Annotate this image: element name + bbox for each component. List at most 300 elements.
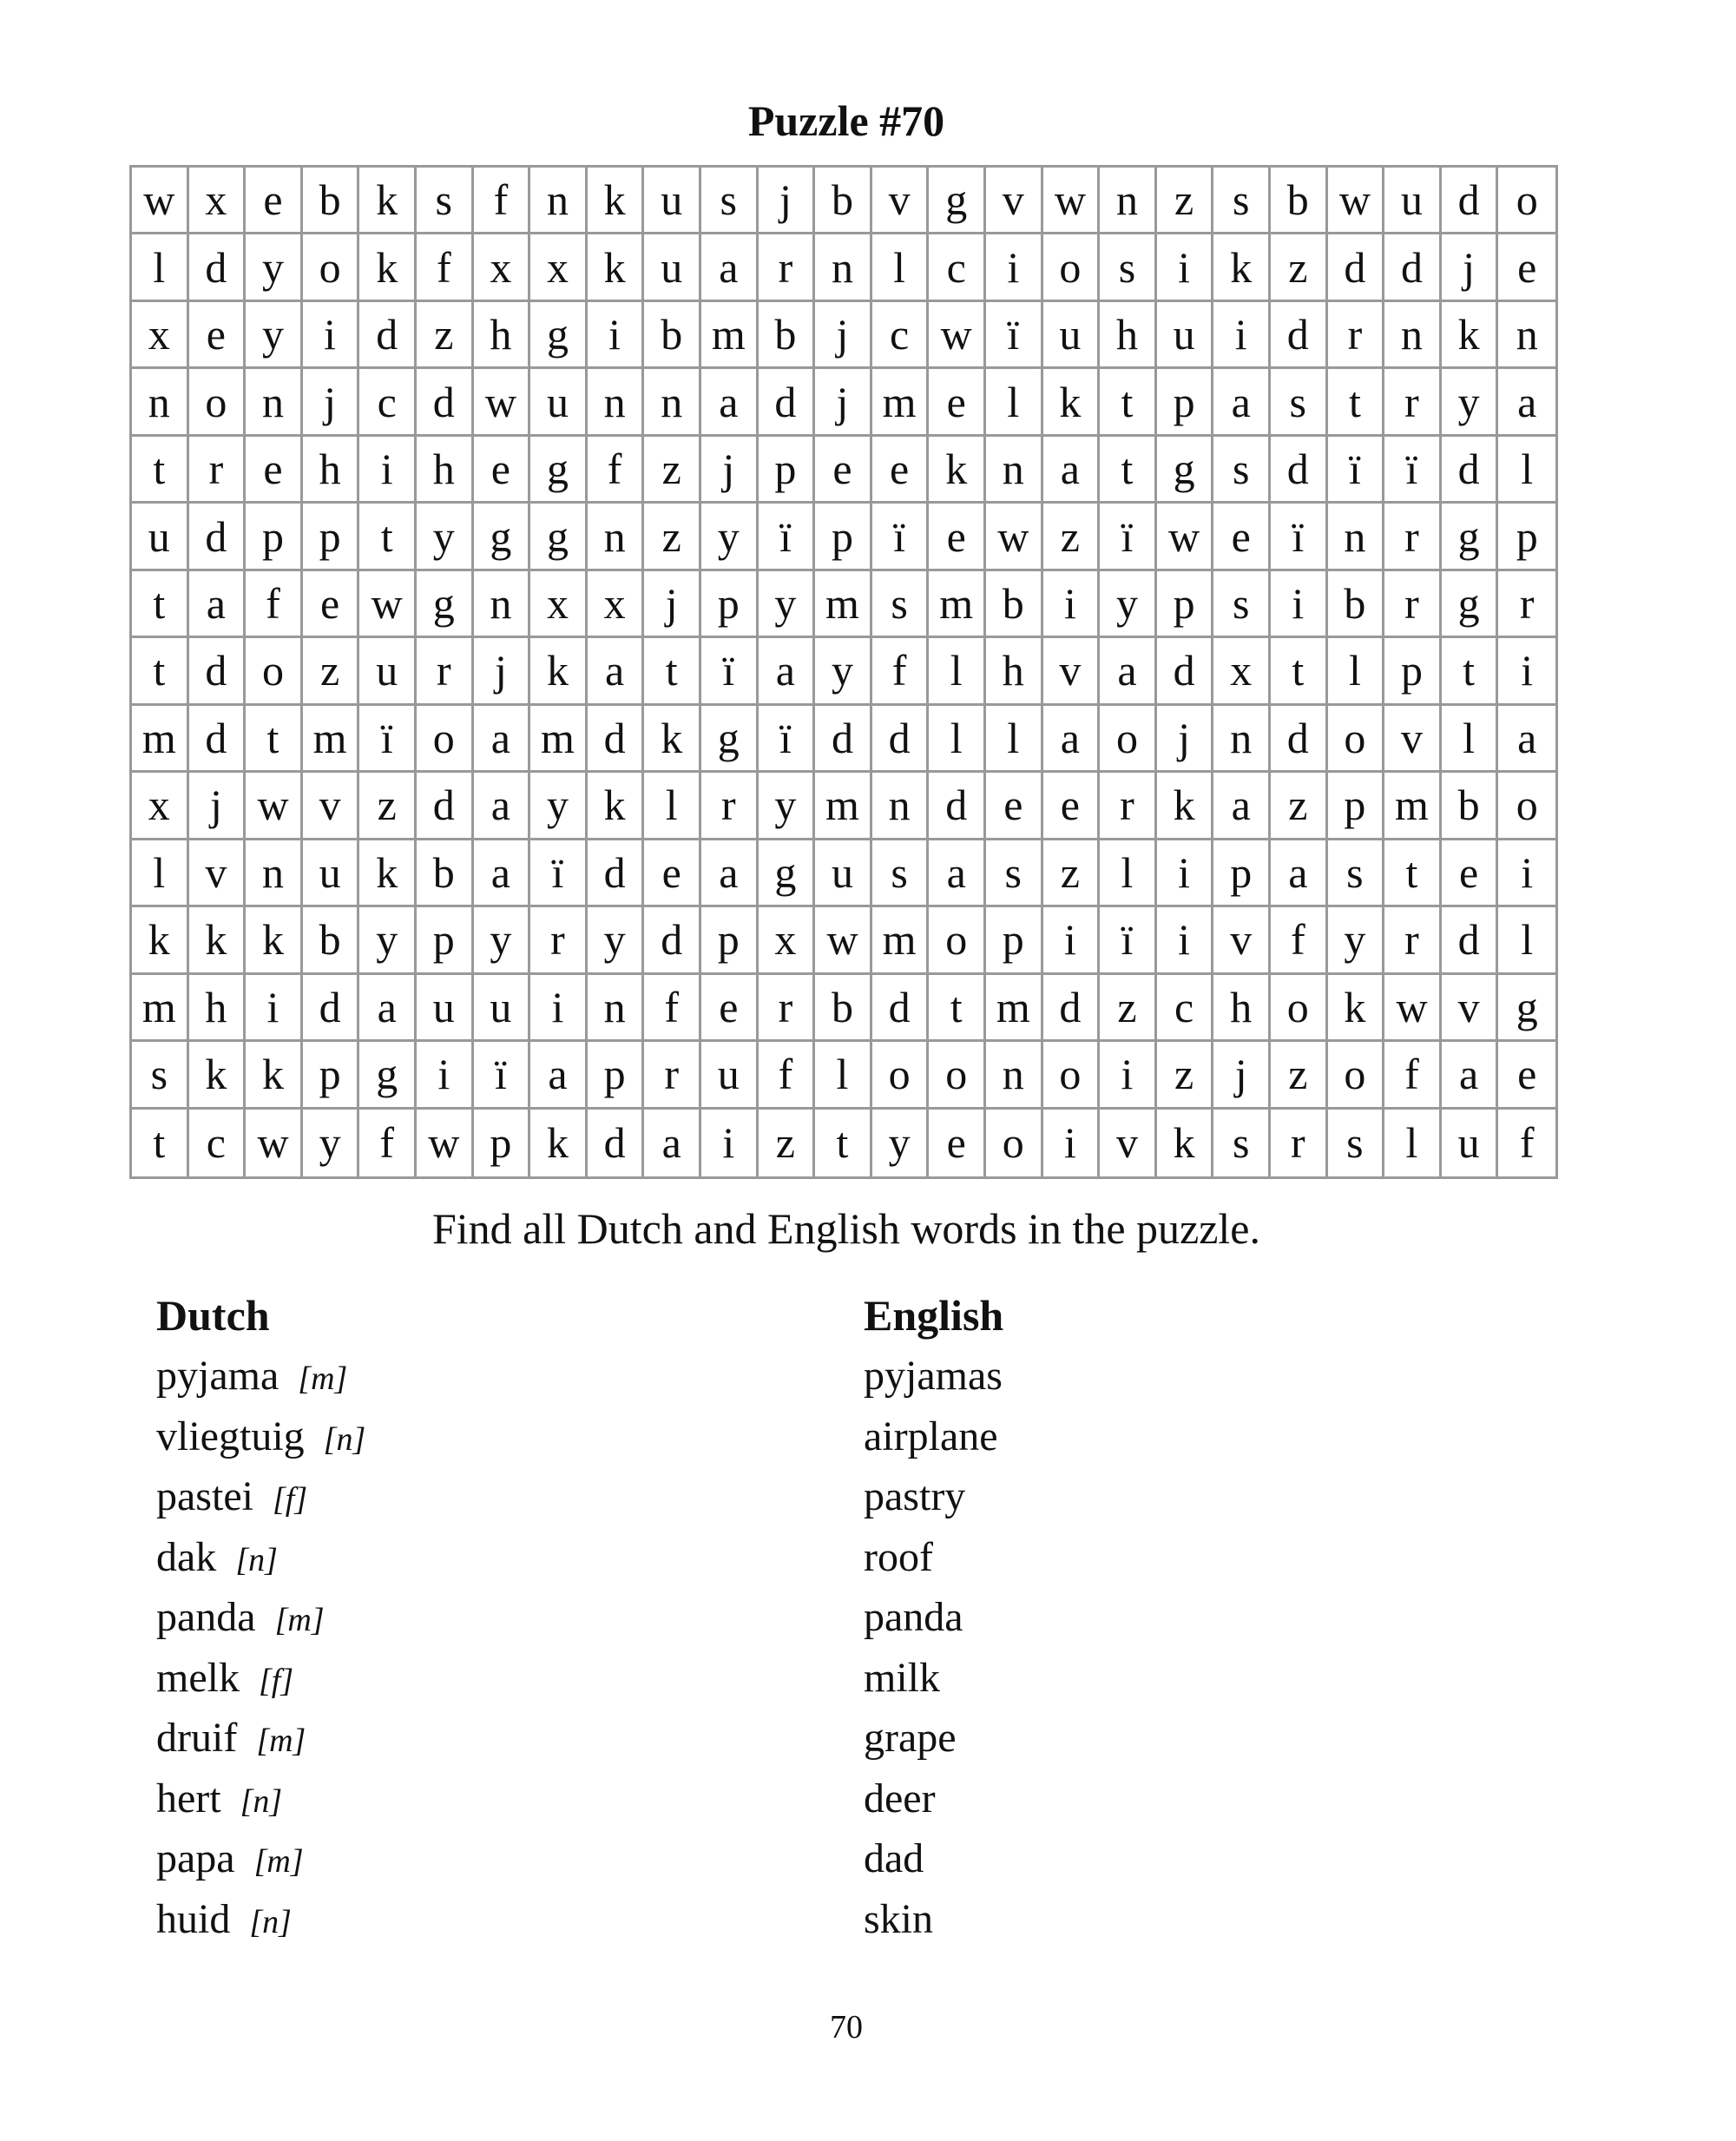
- instruction-text: Find all Dutch and English words in the puzzle.: [431, 1204, 1260, 1253]
- grid-cell: n: [588, 975, 645, 1042]
- grid-cell: m: [701, 302, 759, 369]
- grid-cell: ï: [759, 504, 816, 570]
- grid-cell: r: [1384, 571, 1442, 638]
- grid-cell: f: [417, 234, 474, 301]
- grid-cell: t: [815, 1110, 872, 1176]
- grid-cell: k: [359, 168, 417, 234]
- grid-cell: i: [701, 1110, 759, 1176]
- grid-cell: i: [1043, 907, 1101, 974]
- grid-cell: ï: [1384, 437, 1442, 504]
- grid-cell: y: [359, 907, 417, 974]
- grid-cell: p: [303, 504, 360, 570]
- grid-cell: d: [1271, 437, 1328, 504]
- grid-cell: y: [246, 234, 303, 301]
- grid-cell: ï: [474, 1042, 531, 1109]
- grid-cell: t: [359, 504, 417, 570]
- grid-cell: l: [1100, 840, 1157, 907]
- grid-cell: j: [815, 302, 872, 369]
- grid-cell: s: [1100, 234, 1157, 301]
- grid-cell: m: [872, 369, 930, 436]
- dutch-word-item: [156, 1406, 365, 1467]
- grid-cell: w: [474, 369, 531, 436]
- english-word-list: [864, 1285, 1003, 1949]
- grid-cell: d: [189, 234, 247, 301]
- grid-cell: d: [872, 706, 930, 773]
- dutch-word-item: [156, 1587, 365, 1648]
- grid-cell: f: [872, 638, 930, 705]
- grid-cell: a: [588, 638, 645, 705]
- grid-cell: p: [759, 437, 816, 504]
- gender-tag: [m]: [253, 1843, 304, 1880]
- gender-tag: [m]: [274, 1602, 325, 1638]
- english-word-item: roof: [864, 1533, 933, 1580]
- grid-cell: d: [189, 706, 247, 773]
- grid-cell: ï: [759, 706, 816, 773]
- grid-cell: h: [303, 437, 360, 504]
- grid-cell: o: [1328, 706, 1385, 773]
- gender-tag: [n]: [235, 1541, 278, 1578]
- grid-cell: w: [132, 168, 189, 234]
- grid-cell: u: [1157, 302, 1214, 369]
- grid-cell: r: [1384, 907, 1442, 974]
- grid-cell: m: [815, 571, 872, 638]
- grid-cell: a: [701, 369, 759, 436]
- grid-cell: r: [759, 234, 816, 301]
- grid-cell: a: [759, 638, 816, 705]
- grid-cell: i: [1157, 840, 1214, 907]
- grid-cell: a: [1043, 706, 1101, 773]
- grid-cell: z: [1100, 975, 1157, 1042]
- grid-cell: v: [986, 168, 1043, 234]
- grid-cell: p: [1157, 571, 1214, 638]
- grid-cell: s: [1213, 168, 1271, 234]
- grid-cell: g: [929, 168, 986, 234]
- grid-cell: b: [986, 571, 1043, 638]
- grid-cell: b: [303, 168, 360, 234]
- grid-cell: m: [132, 975, 189, 1042]
- dutch-word-item: [156, 1527, 365, 1588]
- grid-cell: m: [986, 975, 1043, 1042]
- grid-cell: ï: [530, 840, 588, 907]
- grid-cell: w: [986, 504, 1043, 570]
- grid-cell: t: [1100, 437, 1157, 504]
- grid-cell: p: [1157, 369, 1214, 436]
- grid-cell: v: [1043, 638, 1101, 705]
- grid-cell: e: [929, 1110, 986, 1176]
- dutch-word: melk: [156, 1654, 240, 1701]
- grid-cell: k: [644, 706, 701, 773]
- grid-cell: e: [246, 437, 303, 504]
- grid-cell: o: [189, 369, 247, 436]
- grid-cell: k: [929, 437, 986, 504]
- grid-cell: t: [1384, 840, 1442, 907]
- grid-cell: h: [1213, 975, 1271, 1042]
- grid-cell: a: [1271, 840, 1328, 907]
- grid-cell: g: [530, 302, 588, 369]
- grid-cell: p: [815, 504, 872, 570]
- grid-cell: r: [530, 907, 588, 974]
- grid-cell: o: [1271, 975, 1328, 1042]
- grid-cell: k: [246, 1042, 303, 1109]
- grid-cell: d: [588, 840, 645, 907]
- grid-cell: w: [246, 1110, 303, 1176]
- grid-cell: i: [1043, 1110, 1101, 1176]
- grid-cell: u: [417, 975, 474, 1042]
- grid-cell: w: [1384, 975, 1442, 1042]
- grid-cell: a: [530, 1042, 588, 1109]
- grid-cell: g: [359, 1042, 417, 1109]
- grid-cell: x: [1213, 638, 1271, 705]
- grid-cell: p: [417, 907, 474, 974]
- grid-cell: k: [530, 638, 588, 705]
- grid-cell: n: [986, 1042, 1043, 1109]
- grid-cell: e: [189, 302, 247, 369]
- grid-cell: h: [417, 437, 474, 504]
- grid-cell: d: [1384, 234, 1442, 301]
- grid-cell: u: [815, 840, 872, 907]
- grid-cell: d: [815, 706, 872, 773]
- dutch-word: huid: [156, 1895, 231, 1942]
- grid-cell: e: [929, 504, 986, 570]
- grid-cell: v: [303, 773, 360, 840]
- dutch-heading: Dutch: [156, 1291, 270, 1340]
- gender-tag: [n]: [323, 1420, 366, 1458]
- grid-cell: r: [759, 975, 816, 1042]
- grid-cell: e: [1043, 773, 1101, 840]
- grid-cell: h: [189, 975, 247, 1042]
- dutch-word-item: [156, 1889, 365, 1950]
- grid-cell: t: [929, 975, 986, 1042]
- grid-cell: ï: [986, 302, 1043, 369]
- gender-tag: [f]: [272, 1481, 308, 1518]
- gender-tag: [m]: [298, 1360, 348, 1397]
- grid-cell: p: [303, 1042, 360, 1109]
- grid-cell: n: [1498, 302, 1555, 369]
- grid-cell: k: [189, 907, 247, 974]
- grid-cell: k: [588, 773, 645, 840]
- grid-cell: w: [246, 773, 303, 840]
- grid-cell: o: [929, 1042, 986, 1109]
- grid-cell: a: [474, 773, 531, 840]
- grid-cell: f: [1384, 1042, 1442, 1109]
- grid-cell: s: [701, 168, 759, 234]
- grid-cell: o: [1498, 168, 1555, 234]
- grid-cell: a: [359, 975, 417, 1042]
- grid-cell: p: [1328, 773, 1385, 840]
- grid-cell: f: [644, 975, 701, 1042]
- english-word-item: skin: [864, 1895, 934, 1942]
- english-word-item: panda: [864, 1594, 963, 1640]
- grid-cell: z: [1271, 773, 1328, 840]
- grid-cell: a: [1100, 638, 1157, 705]
- grid-cell: e: [1498, 1042, 1555, 1109]
- grid-cell: p: [701, 907, 759, 974]
- grid-cell: m: [530, 706, 588, 773]
- grid-cell: t: [1442, 638, 1499, 705]
- grid-cell: k: [359, 840, 417, 907]
- grid-cell: p: [246, 504, 303, 570]
- grid-cell: o: [1043, 234, 1101, 301]
- dutch-word-item: [156, 1828, 365, 1889]
- grid-cell: x: [132, 302, 189, 369]
- grid-cell: h: [986, 638, 1043, 705]
- grid-cell: p: [986, 907, 1043, 974]
- grid-cell: b: [815, 975, 872, 1042]
- dutch-word: hert: [156, 1775, 221, 1821]
- grid-cell: t: [132, 437, 189, 504]
- grid-cell: b: [1442, 773, 1499, 840]
- grid-cell: w: [359, 571, 417, 638]
- grid-cell: y: [1328, 907, 1385, 974]
- grid-cell: i: [1157, 234, 1214, 301]
- grid-cell: ï: [359, 706, 417, 773]
- grid-cell: c: [359, 369, 417, 436]
- grid-cell: k: [359, 234, 417, 301]
- grid-cell: e: [1442, 840, 1499, 907]
- grid-cell: h: [1100, 302, 1157, 369]
- grid-cell: z: [1157, 168, 1214, 234]
- grid-cell: x: [189, 168, 247, 234]
- grid-cell: y: [872, 1110, 930, 1176]
- grid-cell: j: [759, 168, 816, 234]
- grid-cell: i: [246, 975, 303, 1042]
- grid-cell: i: [1498, 840, 1555, 907]
- grid-cell: d: [1043, 975, 1101, 1042]
- grid-cell: w: [1328, 168, 1385, 234]
- grid-cell: o: [246, 638, 303, 705]
- grid-cell: a: [1213, 773, 1271, 840]
- grid-cell: z: [359, 773, 417, 840]
- grid-cell: ï: [701, 638, 759, 705]
- dutch-word-item: [156, 1708, 365, 1769]
- grid-cell: o: [986, 1110, 1043, 1176]
- grid-cell: v: [1384, 706, 1442, 773]
- grid-cell: j: [644, 571, 701, 638]
- english-word-item: grape: [864, 1715, 957, 1761]
- grid-cell: u: [474, 975, 531, 1042]
- grid-cell: u: [303, 840, 360, 907]
- grid-cell: w: [815, 907, 872, 974]
- grid-cell: k: [588, 234, 645, 301]
- grid-cell: u: [644, 168, 701, 234]
- grid-cell: i: [417, 1042, 474, 1109]
- grid-cell: i: [1157, 907, 1214, 974]
- grid-cell: a: [474, 840, 531, 907]
- grid-cell: e: [815, 437, 872, 504]
- grid-cell: a: [1043, 437, 1101, 504]
- grid-cell: d: [644, 907, 701, 974]
- grid-cell: i: [359, 437, 417, 504]
- grid-cell: s: [986, 840, 1043, 907]
- grid-cell: g: [474, 504, 531, 570]
- grid-cell: d: [872, 975, 930, 1042]
- grid-cell: ï: [1328, 437, 1385, 504]
- grid-cell: n: [1100, 168, 1157, 234]
- grid-cell: e: [644, 840, 701, 907]
- grid-cell: u: [1384, 168, 1442, 234]
- grid-cell: k: [1157, 1110, 1214, 1176]
- grid-cell: m: [1384, 773, 1442, 840]
- grid-cell: j: [1442, 234, 1499, 301]
- grid-cell: c: [929, 234, 986, 301]
- grid-cell: y: [759, 773, 816, 840]
- grid-cell: d: [1271, 302, 1328, 369]
- grid-cell: n: [986, 437, 1043, 504]
- grid-cell: c: [189, 1110, 247, 1176]
- grid-cell: x: [530, 571, 588, 638]
- grid-cell: y: [815, 638, 872, 705]
- grid-cell: r: [1271, 1110, 1328, 1176]
- grid-cell: j: [303, 369, 360, 436]
- grid-cell: i: [530, 975, 588, 1042]
- grid-cell: s: [1271, 369, 1328, 436]
- grid-cell: n: [644, 369, 701, 436]
- grid-cell: s: [1213, 571, 1271, 638]
- grid-cell: s: [872, 840, 930, 907]
- english-word-item: dad: [864, 1835, 924, 1881]
- dutch-word-list: [156, 1285, 365, 1949]
- grid-cell: k: [1157, 773, 1214, 840]
- grid-cell: a: [1442, 1042, 1499, 1109]
- dutch-word: papa: [156, 1835, 235, 1881]
- dutch-word: vliegtuig: [156, 1413, 305, 1459]
- grid-cell: a: [701, 840, 759, 907]
- grid-cell: l: [929, 638, 986, 705]
- grid-cell: a: [474, 706, 531, 773]
- grid-cell: i: [1271, 571, 1328, 638]
- grid-cell: m: [872, 907, 930, 974]
- grid-cell: n: [1213, 706, 1271, 773]
- grid-cell: e: [474, 437, 531, 504]
- grid-cell: j: [1213, 1042, 1271, 1109]
- grid-cell: o: [1498, 773, 1555, 840]
- grid-cell: t: [1100, 369, 1157, 436]
- english-heading: English: [864, 1291, 1004, 1340]
- grid-cell: n: [588, 369, 645, 436]
- grid-cell: f: [759, 1042, 816, 1109]
- grid-cell: w: [1157, 504, 1214, 570]
- page-number: 70: [830, 2009, 863, 2045]
- grid-cell: e: [701, 975, 759, 1042]
- grid-cell: y: [474, 907, 531, 974]
- grid-cell: h: [474, 302, 531, 369]
- grid-cell: d: [189, 638, 247, 705]
- grid-cell: a: [189, 571, 247, 638]
- grid-cell: v: [189, 840, 247, 907]
- grid-cell: k: [246, 907, 303, 974]
- grid-cell: x: [474, 234, 531, 301]
- grid-cell: o: [1043, 1042, 1101, 1109]
- grid-cell: n: [1384, 302, 1442, 369]
- grid-cell: l: [872, 234, 930, 301]
- english-word-item: deer: [864, 1775, 936, 1821]
- grid-cell: f: [588, 437, 645, 504]
- grid-cell: l: [132, 840, 189, 907]
- grid-cell: n: [1328, 504, 1385, 570]
- grid-cell: l: [986, 706, 1043, 773]
- gender-tag: [n]: [249, 1903, 292, 1940]
- grid-cell: s: [417, 168, 474, 234]
- grid-cell: e: [1213, 504, 1271, 570]
- gender-tag: [f]: [258, 1662, 294, 1699]
- grid-cell: u: [530, 369, 588, 436]
- grid-cell: u: [132, 504, 189, 570]
- grid-cell: d: [929, 773, 986, 840]
- grid-cell: j: [474, 638, 531, 705]
- grid-cell: t: [132, 638, 189, 705]
- grid-cell: n: [815, 234, 872, 301]
- grid-cell: y: [417, 504, 474, 570]
- grid-cell: d: [417, 369, 474, 436]
- grid-cell: b: [1271, 168, 1328, 234]
- grid-cell: y: [530, 773, 588, 840]
- grid-cell: b: [303, 907, 360, 974]
- grid-cell: l: [1384, 1110, 1442, 1176]
- page-title: Puzzle #70: [747, 96, 945, 145]
- grid-cell: f: [1271, 907, 1328, 974]
- grid-cell: c: [872, 302, 930, 369]
- grid-cell: z: [644, 504, 701, 570]
- grid-cell: a: [701, 234, 759, 301]
- grid-cell: e: [986, 773, 1043, 840]
- grid-cell: k: [588, 168, 645, 234]
- grid-cell: b: [759, 302, 816, 369]
- grid-cell: g: [1442, 571, 1499, 638]
- grid-cell: r: [644, 1042, 701, 1109]
- english-word-item: pastry: [864, 1473, 966, 1519]
- grid-cell: a: [1498, 369, 1555, 436]
- grid-cell: z: [1271, 234, 1328, 301]
- grid-cell: g: [701, 706, 759, 773]
- grid-cell: l: [1498, 907, 1555, 974]
- grid-cell: y: [1100, 571, 1157, 638]
- grid-cell: n: [588, 504, 645, 570]
- grid-cell: n: [530, 168, 588, 234]
- grid-cell: c: [1157, 975, 1214, 1042]
- dutch-word-item: [156, 1346, 365, 1406]
- grid-cell: s: [1213, 437, 1271, 504]
- grid-cell: m: [132, 706, 189, 773]
- grid-cell: g: [759, 840, 816, 907]
- dutch-word: panda: [156, 1594, 256, 1640]
- grid-cell: t: [132, 1110, 189, 1176]
- grid-cell: i: [986, 234, 1043, 301]
- grid-cell: a: [1213, 369, 1271, 436]
- grid-cell: g: [1498, 975, 1555, 1042]
- grid-cell: z: [303, 638, 360, 705]
- grid-cell: r: [1384, 504, 1442, 570]
- grid-cell: f: [246, 571, 303, 638]
- grid-cell: j: [1157, 706, 1214, 773]
- grid-cell: i: [1213, 302, 1271, 369]
- grid-cell: a: [929, 840, 986, 907]
- grid-cell: ï: [1100, 907, 1157, 974]
- grid-cell: m: [929, 571, 986, 638]
- grid-cell: r: [701, 773, 759, 840]
- grid-cell: s: [1213, 1110, 1271, 1176]
- grid-cell: k: [1043, 369, 1101, 436]
- grid-cell: d: [1442, 437, 1499, 504]
- grid-cell: k: [132, 907, 189, 974]
- grid-cell: g: [1442, 504, 1499, 570]
- grid-cell: d: [359, 302, 417, 369]
- grid-cell: d: [1328, 234, 1385, 301]
- grid-cell: w: [929, 302, 986, 369]
- grid-cell: r: [1384, 369, 1442, 436]
- grid-cell: d: [1442, 168, 1499, 234]
- grid-cell: g: [417, 571, 474, 638]
- grid-cell: l: [815, 1042, 872, 1109]
